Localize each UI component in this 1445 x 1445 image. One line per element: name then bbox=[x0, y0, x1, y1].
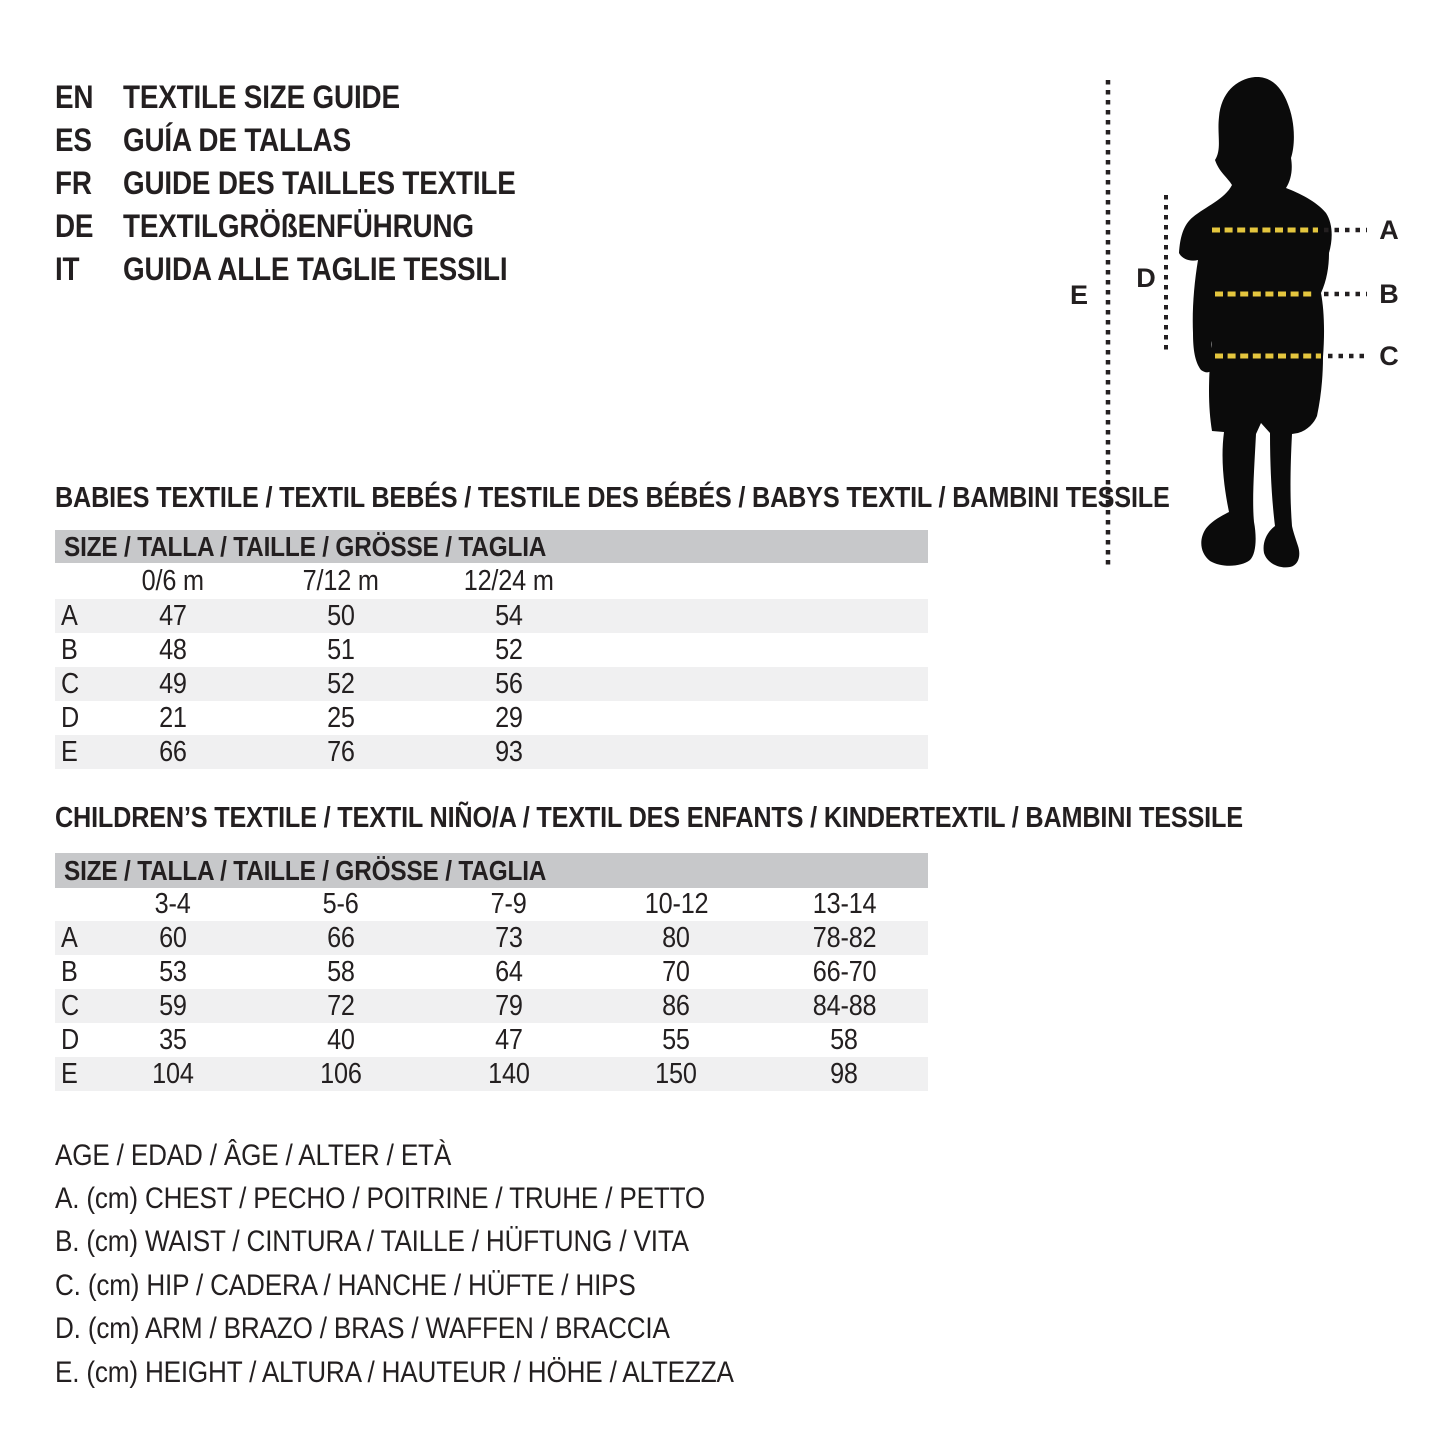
table-row bbox=[55, 955, 928, 989]
measurement-legend bbox=[55, 1134, 835, 1394]
size-cell: 84-88 bbox=[812, 989, 876, 1022]
measure-label-d: D bbox=[1136, 263, 1156, 293]
language-title-list bbox=[55, 76, 574, 291]
size-cell: 73 bbox=[494, 921, 523, 954]
size-cell: 48 bbox=[159, 633, 187, 666]
table-row bbox=[55, 989, 928, 1023]
size-cell: 66 bbox=[326, 921, 355, 954]
column-header: 3-4 bbox=[154, 888, 191, 920]
guide-title-de: TEXTILGRÖßENFÜHRUNG bbox=[123, 208, 474, 244]
measure-label-a: A bbox=[1379, 215, 1399, 245]
size-cell: 104 bbox=[152, 1057, 194, 1090]
table-row bbox=[55, 735, 928, 769]
babies-size-table bbox=[55, 530, 928, 769]
table-row bbox=[55, 1057, 928, 1091]
size-cell: 54 bbox=[494, 599, 523, 632]
size-cell: 58 bbox=[326, 955, 355, 988]
row-label: E bbox=[61, 1057, 78, 1090]
column-header: 5-6 bbox=[322, 888, 359, 920]
size-cell: 51 bbox=[326, 633, 355, 666]
size-cell: 60 bbox=[159, 921, 187, 954]
row-label: D bbox=[61, 1023, 80, 1056]
size-cell: 80 bbox=[662, 921, 691, 954]
size-cell: 66-70 bbox=[812, 955, 876, 988]
table-row bbox=[55, 1023, 928, 1057]
guide-title-it: GUIDA ALLE TAGLIE TESSILI bbox=[123, 251, 508, 287]
babies-column-header-row bbox=[55, 563, 928, 599]
language-code: FR bbox=[55, 165, 92, 201]
row-label: A bbox=[61, 921, 78, 954]
size-cell: 56 bbox=[494, 667, 523, 700]
legend-line-arm: D. (cm) ARM / BRAZO / BRAS / WAFFEN / BRACCIA bbox=[55, 1312, 670, 1346]
guide-title-fr: GUIDE DES TAILLES TEXTILE bbox=[123, 165, 516, 201]
size-cell: 93 bbox=[494, 735, 523, 768]
column-header: 7/12 m bbox=[302, 564, 379, 597]
size-cell: 86 bbox=[662, 989, 691, 1022]
size-cell: 49 bbox=[159, 667, 187, 700]
language-code: IT bbox=[55, 251, 80, 287]
size-cell: 47 bbox=[159, 599, 187, 632]
size-cell: 50 bbox=[326, 599, 355, 632]
measure-label-c: C bbox=[1379, 341, 1399, 371]
size-cell: 29 bbox=[494, 701, 523, 734]
table-row bbox=[55, 921, 928, 955]
size-cell: 35 bbox=[159, 1023, 187, 1056]
size-cell: 76 bbox=[326, 735, 355, 768]
row-label: C bbox=[61, 667, 80, 700]
guide-title-en: TEXTILE SIZE GUIDE bbox=[123, 79, 400, 115]
size-cell: 66 bbox=[159, 735, 187, 768]
legend-line-age: AGE / EDAD / ÂGE / ALTER / ETÀ bbox=[55, 1138, 452, 1172]
column-header: 13-14 bbox=[812, 888, 876, 920]
babies-section-title: BABIES TEXTILE / TEXTIL BEBÉS / TESTILE DES BÉBÉS / BABYS TEXTIL / BAMBINI TESSILE bbox=[55, 482, 1170, 514]
language-row-it bbox=[55, 248, 574, 291]
row-label: D bbox=[61, 701, 80, 734]
size-cell: 25 bbox=[326, 701, 355, 734]
legend-line-hip: C. (cm) HIP / CADERA / HANCHE / HÜFTE / HIPS bbox=[55, 1268, 636, 1302]
size-cell: 55 bbox=[662, 1023, 691, 1056]
language-row-es bbox=[55, 119, 574, 162]
size-cell: 78-82 bbox=[812, 921, 876, 954]
children-column-header-row bbox=[55, 888, 928, 921]
children-table-header: SIZE / TALLA / TAILLE / GRÖSSE / TAGLIA bbox=[55, 853, 928, 888]
babies-table-header: SIZE / TALLA / TAILLE / GRÖSSE / TAGLIA bbox=[55, 530, 928, 563]
size-cell: 58 bbox=[830, 1023, 858, 1056]
size-cell: 106 bbox=[319, 1057, 362, 1090]
size-cell: 47 bbox=[494, 1023, 523, 1056]
language-row-fr bbox=[55, 162, 574, 205]
size-cell: 79 bbox=[494, 989, 523, 1022]
size-cell: 150 bbox=[655, 1057, 698, 1090]
column-header: 12/24 m bbox=[463, 564, 554, 597]
size-cell: 64 bbox=[494, 955, 523, 988]
size-cell: 140 bbox=[487, 1057, 530, 1090]
children-size-table bbox=[55, 853, 928, 1091]
size-cell: 52 bbox=[494, 633, 523, 666]
table-row bbox=[55, 667, 928, 701]
column-header: 0/6 m bbox=[141, 564, 205, 597]
column-header: 10-12 bbox=[644, 888, 709, 920]
language-row-en bbox=[55, 76, 574, 119]
language-code: EN bbox=[55, 79, 94, 115]
size-cell: 70 bbox=[662, 955, 691, 988]
size-cell: 40 bbox=[326, 1023, 355, 1056]
legend-line-waist: B. (cm) WAIST / CINTURA / TAILLE / HÜFTUNG / VITA bbox=[55, 1225, 689, 1259]
row-label: A bbox=[61, 599, 78, 632]
size-cell: 98 bbox=[830, 1057, 858, 1090]
measure-label-e: E bbox=[1069, 280, 1088, 310]
row-label: E bbox=[61, 735, 78, 768]
language-code: DE bbox=[55, 208, 94, 244]
guide-title-es: GUÍA DE TALLAS bbox=[123, 122, 352, 158]
language-row-de bbox=[55, 205, 574, 248]
size-cell: 53 bbox=[159, 955, 187, 988]
size-cell: 59 bbox=[159, 989, 187, 1022]
legend-line-chest: A. (cm) CHEST / PECHO / POITRINE / TRUHE / PETTO bbox=[55, 1182, 706, 1216]
row-label: C bbox=[61, 989, 80, 1022]
children-section-title: CHILDREN’S TEXTILE / TEXTIL NIÑO/A / TEXTIL DES ENFANTS / KINDERTEXTIL / BAMBINI TESSILE bbox=[55, 802, 1243, 834]
table-row bbox=[55, 701, 928, 735]
size-cell: 72 bbox=[326, 989, 355, 1022]
table-row bbox=[55, 633, 928, 667]
legend-line-height: E. (cm) HEIGHT / ALTURA / HAUTEUR / HÖHE / ALTEZZA bbox=[55, 1355, 734, 1389]
size-cell: 52 bbox=[326, 667, 355, 700]
language-code: ES bbox=[55, 122, 92, 158]
table-row bbox=[55, 599, 928, 633]
row-label: B bbox=[61, 633, 78, 666]
column-header: 7-9 bbox=[490, 888, 527, 920]
size-cell: 21 bbox=[159, 701, 187, 734]
measure-label-b: B bbox=[1379, 279, 1399, 309]
row-label: B bbox=[61, 955, 78, 988]
